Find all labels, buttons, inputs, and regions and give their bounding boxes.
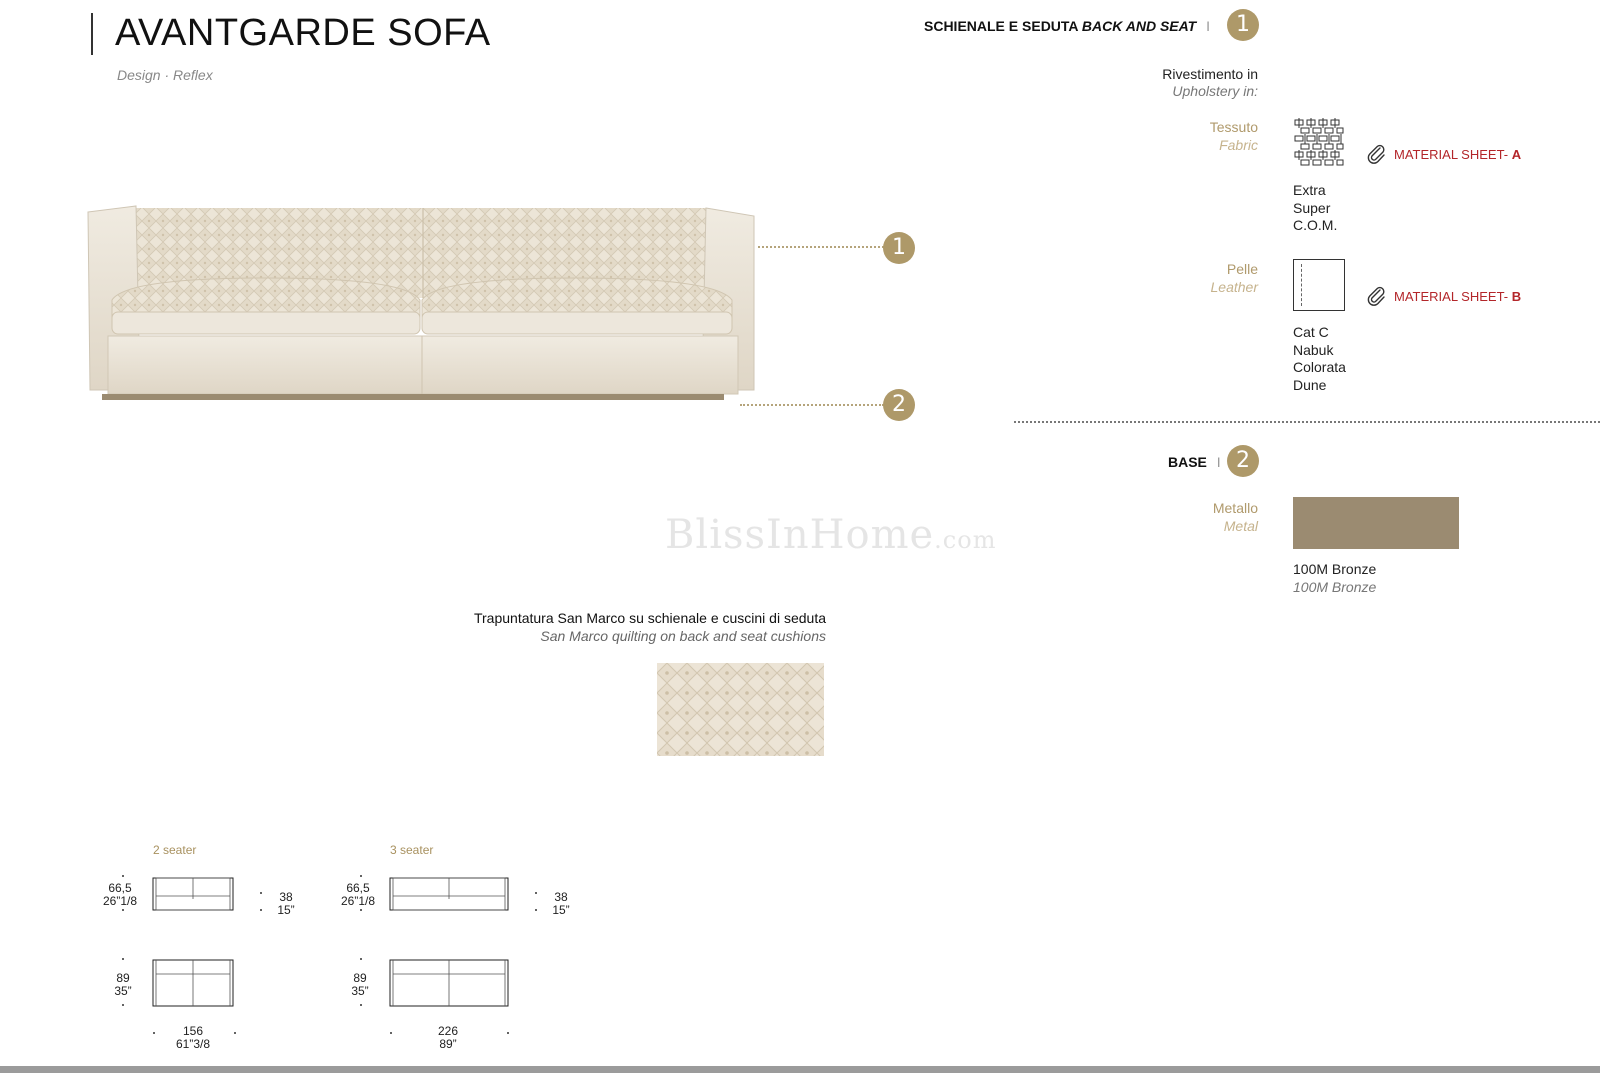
fabric-option: Extra bbox=[1293, 182, 1326, 198]
upholstery-label-en: Upholstery in: bbox=[1172, 83, 1258, 99]
callout-1-badge: 1 bbox=[883, 232, 915, 264]
three-seater-seat-height: 38 15” bbox=[552, 890, 570, 917]
leather-option: Colorata bbox=[1293, 359, 1346, 375]
metal-finish-en: 100M Bronze bbox=[1293, 579, 1377, 595]
metal-label-it: Metallo bbox=[1212, 500, 1258, 516]
leather-option: Nabuk bbox=[1293, 341, 1334, 358]
title-accent-bar bbox=[91, 13, 93, 55]
upholstery-label-it: Rivestimento in bbox=[1162, 66, 1258, 82]
fabric-swatch-pattern bbox=[1293, 116, 1345, 168]
three-seater-depth: 89 35” bbox=[351, 971, 369, 998]
three-seater-width: 226 89” bbox=[437, 1024, 459, 1051]
fabric-option: C.O.M. bbox=[1293, 217, 1338, 233]
fabric-label-en: Fabric bbox=[1219, 137, 1258, 153]
fabric-label-it: Tessuto bbox=[1209, 119, 1258, 135]
section-separator: I bbox=[1206, 18, 1211, 34]
paperclip-icon bbox=[1367, 144, 1387, 164]
designer-subtitle: Design · Reflex bbox=[117, 67, 213, 83]
metal-finish-it: 100M Bronze bbox=[1293, 561, 1377, 577]
back-seat-label-en: BACK AND SEAT bbox=[1081, 18, 1197, 34]
watermark: BlissInHome.com bbox=[665, 512, 997, 558]
fabric-options-list bbox=[1293, 182, 1337, 235]
metal-bronze-swatch bbox=[1293, 497, 1459, 549]
leather-label-en: Leather bbox=[1210, 279, 1258, 295]
sofa-image bbox=[86, 200, 758, 410]
base-section-label: BASE I bbox=[1168, 454, 1221, 470]
section-divider bbox=[1014, 421, 1600, 423]
two-seater-top-drawing bbox=[152, 959, 234, 1012]
material-sheet-a-label: MATERIAL SHEET- A bbox=[1394, 147, 1522, 162]
three-seater-height: 66,5 26”1/8 bbox=[340, 881, 376, 908]
two-seater-label: 2 seater bbox=[153, 843, 197, 857]
callout-2-badge: 2 bbox=[883, 389, 915, 421]
leather-option: Cat C bbox=[1293, 324, 1329, 340]
bottom-edge-bar bbox=[0, 1066, 1600, 1073]
material-sheet-b-label: MATERIAL SHEET- B bbox=[1394, 289, 1522, 304]
two-seater-front-drawing bbox=[152, 877, 234, 916]
leather-swatch bbox=[1293, 259, 1345, 311]
three-seater-front-drawing bbox=[389, 877, 509, 916]
three-seater-label: 3 seater bbox=[390, 843, 434, 857]
leather-option: Dune bbox=[1293, 376, 1327, 393]
section-2-badge: 2 bbox=[1227, 445, 1259, 477]
leather-label-it: Pelle bbox=[1226, 261, 1258, 277]
two-seater-seat-height: 38 15” bbox=[277, 890, 295, 917]
two-seater-height: 66,5 26”1/8 bbox=[102, 881, 138, 908]
back-seat-section-label bbox=[924, 18, 1216, 34]
callout-2-leader bbox=[740, 404, 884, 406]
callout-1-leader bbox=[758, 246, 884, 248]
two-seater-width: 156 61”3/8 bbox=[175, 1024, 211, 1051]
quilting-text-en: San Marco quilting on back and seat cushions bbox=[540, 628, 826, 644]
two-seater-depth: 89 35” bbox=[114, 971, 132, 998]
section-1-badge: 1 bbox=[1227, 9, 1259, 41]
fabric-option: Super bbox=[1293, 199, 1331, 216]
quilting-text-it: Trapuntatura San Marco su schienale e cuscini di seduta bbox=[473, 610, 826, 626]
three-seater-top-drawing bbox=[389, 959, 509, 1012]
leather-options-list bbox=[1293, 324, 1346, 394]
back-seat-label-it: SCHIENALE E SEDUTA bbox=[924, 18, 1079, 34]
quilting-detail-image bbox=[657, 663, 824, 756]
page-title: AVANTGARDE SOFA bbox=[115, 12, 491, 54]
paperclip-icon bbox=[1367, 286, 1387, 306]
metal-label-en: Metal bbox=[1223, 518, 1258, 534]
